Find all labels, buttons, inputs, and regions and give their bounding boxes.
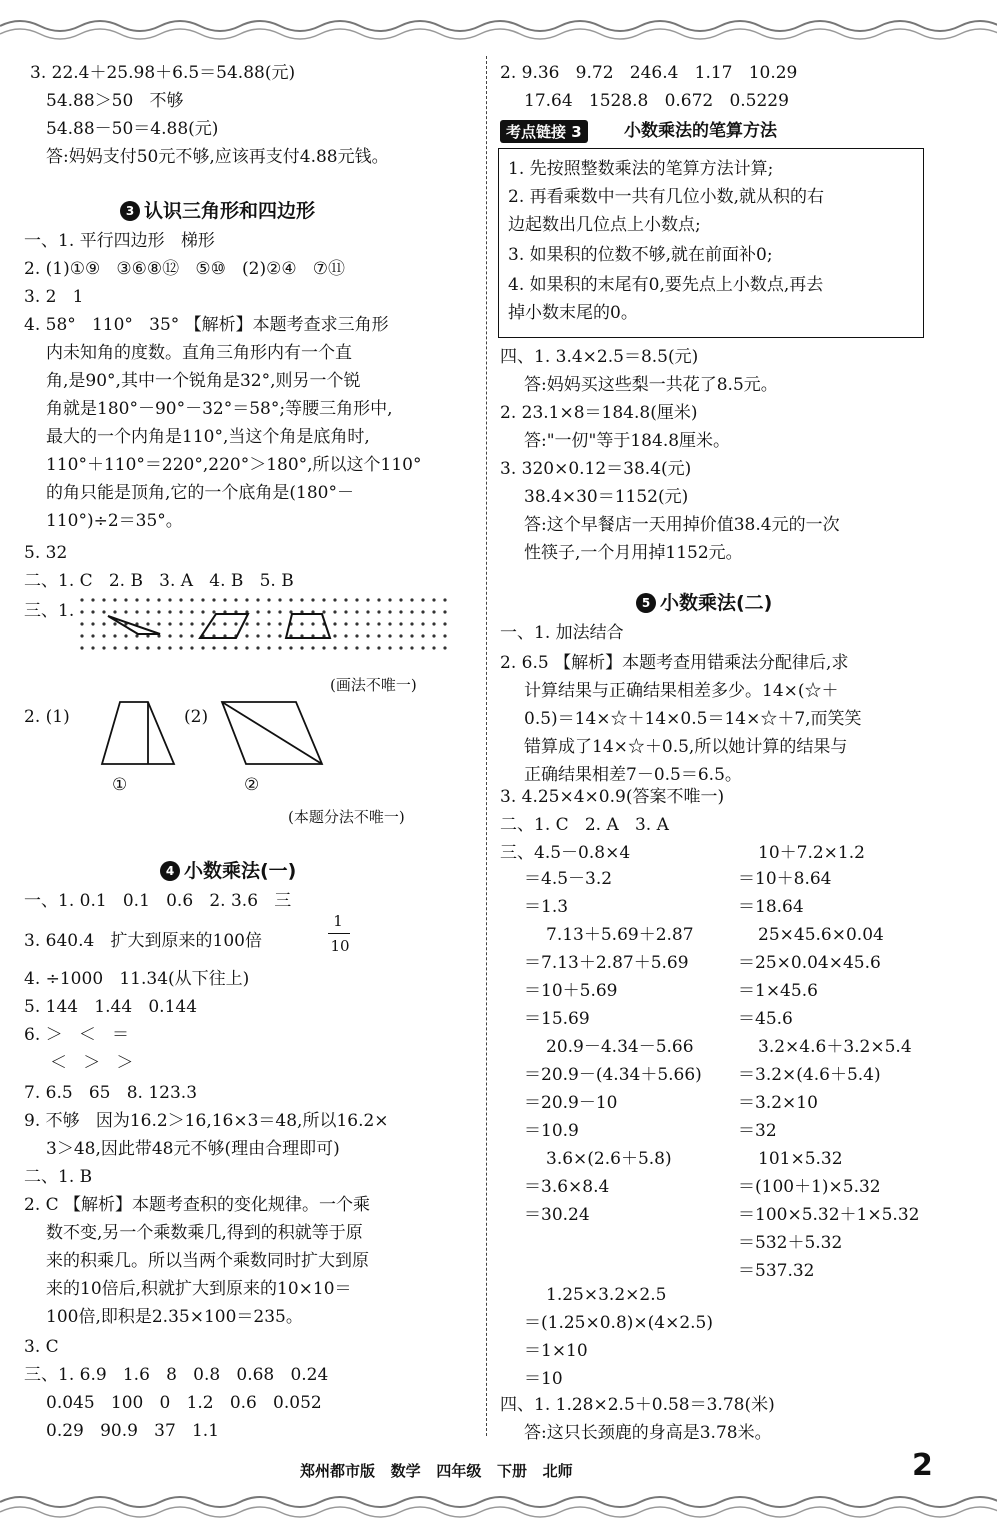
answer-line: 3. C	[24, 1337, 59, 1357]
grid-dot	[278, 634, 281, 637]
answer-line: 110°)÷2＝35°。	[46, 511, 183, 531]
grid-dot	[245, 646, 248, 649]
knowledge-link-title: 小数乘法的笔算方法	[624, 121, 777, 141]
parallelogram-shape	[200, 614, 248, 638]
answer-line: 二、1. C 2. A 3. A	[500, 815, 669, 835]
grid-dot	[278, 598, 281, 601]
grid-dot	[355, 646, 358, 649]
grid-dot	[124, 598, 127, 601]
grid-dot	[80, 598, 83, 601]
grid-dot	[146, 610, 149, 613]
grid-dot	[311, 622, 314, 625]
grid-dot	[388, 646, 391, 649]
section-number-badge: 5	[636, 593, 656, 613]
answer-line: 17.64 1528.8 0.672 0.5229	[524, 91, 789, 111]
section-title: 认识三角形和四边形	[144, 200, 316, 222]
grid-dot	[278, 610, 281, 613]
grid-dot	[91, 646, 94, 649]
section-heading-3	[120, 196, 315, 223]
answer-line: 角,是90°,其中一个锐角是32°,则另一个锐	[46, 371, 361, 391]
grid-dot	[212, 646, 215, 649]
answer-line: 2. 23.1×8＝184.8(厘米)	[500, 403, 698, 423]
calc-step: ＝537.32	[738, 1261, 815, 1281]
answer-line: 内未知角的度数。直角三角形内有一个直	[46, 343, 352, 363]
top-wave-border	[0, 6, 997, 46]
calc-step: ＝1×10	[524, 1341, 588, 1361]
grid-dot	[410, 598, 413, 601]
grid-dot	[410, 622, 413, 625]
calc-step: 3.2×4.6＋3.2×5.4	[758, 1037, 912, 1057]
calc-step: ＝4.5－3.2	[524, 869, 613, 889]
answer-line: 一、1. 加法结合	[500, 623, 624, 643]
grid-dot	[333, 634, 336, 637]
grid-dot	[289, 646, 292, 649]
dot-grid-figure	[76, 594, 456, 664]
grid-dot	[124, 610, 127, 613]
grid-dot	[333, 610, 336, 613]
grid-dot	[190, 634, 193, 637]
calc-step: ＝18.64	[738, 897, 804, 917]
answer-line: 110°＋110°＝220°,220°＞180°,所以这个110°	[46, 455, 422, 475]
answer-line: 二、1. C 2. B 3. A 4. B 5. B	[24, 571, 294, 591]
answer-line: 答:"一仞"等于184.8厘米。	[524, 431, 731, 451]
grid-dot	[399, 634, 402, 637]
grid-dot	[355, 598, 358, 601]
answer-line: 6. ＞ ＜ ＝	[24, 1025, 130, 1045]
grid-dot	[256, 634, 259, 637]
knowledge-link-badge: 考点链接 3	[500, 120, 588, 143]
grid-dot	[91, 610, 94, 613]
grid-dot	[333, 622, 336, 625]
grid-dot	[179, 610, 182, 613]
grid-dot	[256, 622, 259, 625]
calc-step: ＝10＋8.64	[738, 869, 832, 889]
grid-dot	[366, 610, 369, 613]
note-line: (画法不唯一)	[330, 676, 417, 694]
answer-line: 四、1. 1.28×2.5＋0.58＝3.78(米)	[500, 1395, 775, 1415]
grid-dot	[443, 598, 446, 601]
answer-line: 一、1. 0.1 0.1 0.6 2. 3.6 三	[24, 891, 292, 911]
grid-dot	[366, 622, 369, 625]
bottom-wave-border	[0, 1488, 997, 1528]
grid-dot	[146, 646, 149, 649]
calc-step: ＝100×5.32＋1×5.32	[738, 1205, 920, 1225]
grid-dot	[190, 622, 193, 625]
grid-dot	[432, 610, 435, 613]
grid-dot	[421, 646, 424, 649]
grid-dot	[443, 634, 446, 637]
grid-dot	[432, 634, 435, 637]
grid-dot	[212, 610, 215, 613]
grid-dot	[124, 634, 127, 637]
answer-line: 4. ÷1000 11.34(从下往上)	[24, 969, 250, 989]
grid-dot	[113, 598, 116, 601]
answer-line: 最大的一个内角是110°,当这个角是底角时,	[46, 427, 370, 447]
calc-step: 3.6×(2.6＋5.8)	[546, 1149, 672, 1169]
grid-dot	[113, 622, 116, 625]
grid-dot	[168, 598, 171, 601]
grid-dot	[355, 610, 358, 613]
section-title: 小数乘法(一)	[184, 860, 297, 882]
grid-dot	[102, 646, 105, 649]
section-heading-5	[636, 588, 772, 615]
calc-step: 7.13＋5.69＋2.87	[546, 925, 694, 945]
grid-dot	[443, 646, 446, 649]
fraction-numerator: 1	[333, 912, 343, 930]
grid-dot	[168, 610, 171, 613]
rule-line: 边起数出几位点上小数点;	[508, 215, 701, 235]
answer-line: 5. 144 1.44 0.144	[24, 997, 198, 1017]
answer-line: 2. 6.5 【解析】本题考查用错乘法分配律后,求	[500, 653, 849, 673]
fraction-denominator: 10	[330, 937, 350, 955]
grid-dot	[91, 598, 94, 601]
rule-line: 1. 先按照整数乘法的笔算方法计算;	[508, 159, 774, 179]
calc-step: 101×5.32	[758, 1149, 843, 1169]
grid-dot	[245, 634, 248, 637]
grid-dot	[179, 634, 182, 637]
grid-dot	[289, 598, 292, 601]
grid-dot	[201, 610, 204, 613]
answer-line: 3. 640.4 扩大到原来的100倍	[24, 931, 262, 951]
grid-dot	[388, 610, 391, 613]
grid-dot	[256, 598, 259, 601]
grid-dot	[223, 646, 226, 649]
grid-dot	[311, 646, 314, 649]
answer-line: 来的10倍后,积就扩大到原来的10×10＝	[46, 1279, 352, 1299]
grid-dot	[300, 646, 303, 649]
calc-step: ＝1×45.6	[738, 981, 818, 1001]
grid-dot	[344, 622, 347, 625]
answer-line: 2. (1)	[24, 707, 70, 727]
grid-dot	[322, 646, 325, 649]
figure-label: ①	[112, 775, 128, 795]
grid-dot	[124, 646, 127, 649]
answer-line: 答:这个早餐店一天用掉价值38.4元的一次	[524, 515, 840, 535]
grid-dot	[432, 622, 435, 625]
grid-dot	[256, 610, 259, 613]
answer-line: 2. C 【解析】本题考查积的变化规律。一个乘	[24, 1195, 371, 1215]
section-heading-4	[160, 856, 296, 883]
calc-step: ＝32	[738, 1121, 777, 1141]
grid-dot	[212, 598, 215, 601]
grid-dot	[377, 634, 380, 637]
division-figures	[96, 698, 336, 770]
page-footer: 郑州都市版 数学 四年级 下册 北师	[300, 1462, 573, 1480]
answer-line: ＜ ＞ ＞	[50, 1053, 134, 1073]
grid-dot	[135, 646, 138, 649]
grid-dot	[201, 646, 204, 649]
rule-line: 3. 如果积的位数不够,就在前面补0;	[508, 245, 773, 265]
grid-dot	[113, 610, 116, 613]
grid-dot	[344, 646, 347, 649]
grid-dot	[443, 622, 446, 625]
answer-line: 9. 不够 因为16.2＞16,16×3＝48,所以16.2×	[24, 1111, 389, 1131]
grid-dot	[157, 610, 160, 613]
answer-line: 答:这只长颈鹿的身高是3.78米。	[524, 1423, 772, 1443]
grid-dot	[102, 598, 105, 601]
answer-line: 的角只能是顶角,它的一个底角是(180°－	[46, 483, 354, 503]
calc-step: ＝3.2×(4.6＋5.4)	[738, 1065, 881, 1085]
grid-dot	[344, 610, 347, 613]
grid-dot	[421, 622, 424, 625]
grid-dot	[245, 622, 248, 625]
answer-line: 计算结果与正确结果相差多少。14×(☆＋	[524, 681, 839, 701]
calc-step: 三、4.5－0.8×4	[500, 843, 631, 863]
answer-line: 3. 4.25×4×0.9(答案不唯一)	[500, 787, 725, 807]
grid-dot	[245, 598, 248, 601]
note-line: (本题分法不唯一)	[288, 808, 405, 826]
grid-dot	[377, 622, 380, 625]
answer-line: 答:妈妈支付50元不够,应该再支付4.88元钱。	[46, 147, 389, 167]
grid-dot	[201, 598, 204, 601]
grid-dot	[267, 610, 270, 613]
grid-dot	[179, 622, 182, 625]
answer-line: (2)	[184, 707, 209, 727]
grid-dot	[102, 622, 105, 625]
answer-line: 0.29 90.9 37 1.1	[46, 1421, 220, 1441]
grid-dot	[344, 598, 347, 601]
calc-step: ＝30.24	[524, 1205, 590, 1225]
calc-step: ＝(1.25×0.8)×(4×2.5)	[524, 1313, 714, 1333]
answer-line: 4. 58° 110° 35° 【解析】本题考查求三角形	[24, 315, 389, 335]
grid-dot	[157, 646, 160, 649]
grid-dot	[256, 646, 259, 649]
grid-dot	[168, 634, 171, 637]
grid-dot	[333, 646, 336, 649]
grid-dot	[190, 610, 193, 613]
rule-line: 2. 再看乘数中一共有几位小数,就从积的右	[508, 187, 825, 207]
grid-dot	[377, 598, 380, 601]
grid-dot	[410, 634, 413, 637]
grid-dot	[135, 598, 138, 601]
grid-dot	[443, 610, 446, 613]
grid-dot	[421, 634, 424, 637]
calc-step: ＝10.9	[524, 1121, 579, 1141]
grid-dot	[168, 646, 171, 649]
grid-dot	[278, 646, 281, 649]
rule-line: 4. 如果积的末尾有0,要先点上小数点,再去	[508, 275, 824, 295]
grid-dot	[399, 622, 402, 625]
figure-label: ②	[244, 775, 260, 795]
section-number-badge: 3	[120, 201, 140, 221]
grid-dot	[102, 634, 105, 637]
answer-line: 一、1. 平行四边形 梯形	[24, 231, 215, 251]
grid-dot	[366, 634, 369, 637]
answer-line: 错算成了14×☆＋0.5,所以她计算的结果与	[524, 737, 848, 757]
trapezoid-shape	[286, 614, 330, 638]
calc-step: ＝3.6×8.4	[524, 1177, 610, 1197]
grid-dot	[344, 634, 347, 637]
calc-step: 1.25×3.2×2.5	[546, 1285, 667, 1305]
grid-dot	[322, 598, 325, 601]
answer-line: 2. 9.36 9.72 246.4 1.17 10.29	[500, 63, 798, 83]
grid-dot	[223, 598, 226, 601]
answer-line: 三、1.	[24, 601, 75, 621]
answer-line: 3＞48,因此带48元不够(理由合理即可)	[46, 1139, 340, 1159]
grid-dot	[421, 610, 424, 613]
calc-step: 10＋7.2×1.2	[758, 843, 865, 863]
grid-dot	[234, 646, 237, 649]
grid-dot	[190, 646, 193, 649]
answer-line: 7. 6.5 65 8. 123.3	[24, 1083, 198, 1103]
grid-dot	[234, 622, 237, 625]
grid-dot	[91, 622, 94, 625]
grid-dot	[212, 622, 215, 625]
answer-line: 3. 320×0.12＝38.4(元)	[500, 459, 692, 479]
calc-step: ＝25×0.04×45.6	[738, 953, 881, 973]
answer-line: 正确结果相差7－0.5＝6.5。	[524, 765, 742, 785]
answer-line: 角就是180°－90°－32°＝58°;等腰三角形中,	[46, 399, 393, 419]
answer-line: 答:妈妈买这些梨一共花了8.5元。	[524, 375, 778, 395]
grid-dot	[388, 622, 391, 625]
answer-line: 四、1. 3.4×2.5＝8.5(元)	[500, 347, 699, 367]
calc-step: ＝20.9－10	[524, 1093, 618, 1113]
calc-step: ＝15.69	[524, 1009, 590, 1029]
grid-dot	[91, 634, 94, 637]
grid-dot	[179, 646, 182, 649]
grid-dot	[333, 598, 336, 601]
fraction-bar	[328, 933, 350, 934]
grid-dot	[322, 610, 325, 613]
grid-dot	[157, 622, 160, 625]
section-number-badge: 4	[160, 861, 180, 881]
grid-dot	[399, 598, 402, 601]
grid-dot	[80, 646, 83, 649]
answer-line: 0.5)＝14×☆＋14×0.5＝14×☆＋7,而笑笑	[524, 709, 862, 729]
answer-line: 5. 32	[24, 543, 68, 563]
calc-step: ＝10	[524, 1369, 563, 1389]
grid-dot	[267, 646, 270, 649]
grid-dot	[80, 610, 83, 613]
answer-line: 3. 22.4＋25.98＋6.5＝54.88(元)	[30, 63, 296, 83]
grid-dot	[410, 646, 413, 649]
grid-dot	[157, 598, 160, 601]
grid-dot	[80, 634, 83, 637]
grid-dot	[278, 622, 281, 625]
grid-dot	[388, 598, 391, 601]
calc-step: ＝3.2×10	[738, 1093, 818, 1113]
grid-dot	[113, 634, 116, 637]
page-number: 2	[912, 1448, 933, 1483]
grid-dot	[300, 622, 303, 625]
grid-dot	[223, 622, 226, 625]
grid-dot	[432, 598, 435, 601]
calc-step: ＝(100＋1)×5.32	[738, 1177, 881, 1197]
calc-step: ＝20.9－(4.34＋5.66)	[524, 1065, 702, 1085]
grid-dot	[168, 622, 171, 625]
answer-line: 38.4×30＝1152(元)	[524, 487, 689, 507]
calc-step: 20.9－4.34－5.66	[546, 1037, 694, 1057]
grid-dot	[267, 634, 270, 637]
grid-dot	[80, 622, 83, 625]
answer-line: 0.045 100 0 1.2 0.6 0.052	[46, 1393, 322, 1413]
grid-dot	[432, 646, 435, 649]
rule-line: 掉小数末尾的0。	[508, 303, 638, 323]
answer-line: 数不变,另一个乘数乘几,得到的积就等于原	[46, 1223, 363, 1243]
grid-dot	[267, 622, 270, 625]
grid-dot	[355, 634, 358, 637]
grid-dot	[102, 610, 105, 613]
calc-step: ＝45.6	[738, 1009, 793, 1029]
calc-step: ＝7.13＋2.87＋5.69	[524, 953, 689, 973]
answer-line: 来的积乘几。所以当两个乘数同时扩大到原	[46, 1251, 369, 1271]
grid-dot	[366, 646, 369, 649]
column-divider	[486, 56, 487, 1436]
grid-dot	[388, 634, 391, 637]
section-title: 小数乘法(二)	[660, 592, 773, 614]
grid-dot	[355, 622, 358, 625]
grid-dot	[113, 646, 116, 649]
grid-dot	[300, 598, 303, 601]
grid-dot	[234, 598, 237, 601]
trapezoid-1	[102, 702, 174, 764]
answer-line: 3. 2 1	[24, 287, 84, 307]
grid-dot	[179, 598, 182, 601]
answer-line: 54.88－50＝4.88(元)	[46, 119, 219, 139]
grid-dot	[135, 610, 138, 613]
grid-dot	[267, 598, 270, 601]
grid-dot	[311, 598, 314, 601]
grid-dot	[421, 598, 424, 601]
grid-dot	[377, 646, 380, 649]
calc-step: ＝1.3	[524, 897, 569, 917]
grid-dot	[399, 646, 402, 649]
grid-dot	[146, 622, 149, 625]
grid-dot	[399, 610, 402, 613]
grid-dot	[146, 598, 149, 601]
answer-line: 三、1. 6.9 1.6 8 0.8 0.68 0.24	[24, 1365, 329, 1385]
answer-line: 二、1. B	[24, 1167, 93, 1187]
grid-dot	[190, 598, 193, 601]
grid-dot	[366, 598, 369, 601]
answer-line: 100倍,即积是2.35×100＝235。	[46, 1307, 303, 1327]
answer-line: 性筷子,一个月用掉1152元。	[524, 543, 743, 563]
grid-dot	[201, 622, 204, 625]
grid-dot	[410, 610, 413, 613]
answer-line: 54.88＞50 不够	[46, 91, 184, 111]
grid-dot	[377, 610, 380, 613]
calc-step: ＝10＋5.69	[524, 981, 618, 1001]
calc-step: ＝532＋5.32	[738, 1233, 843, 1253]
calc-step: 25×45.6×0.04	[758, 925, 884, 945]
answer-line: 2. (1)①⑨ ③⑥⑧⑫ ⑤⑩ (2)②④ ⑦⑪	[24, 259, 346, 279]
